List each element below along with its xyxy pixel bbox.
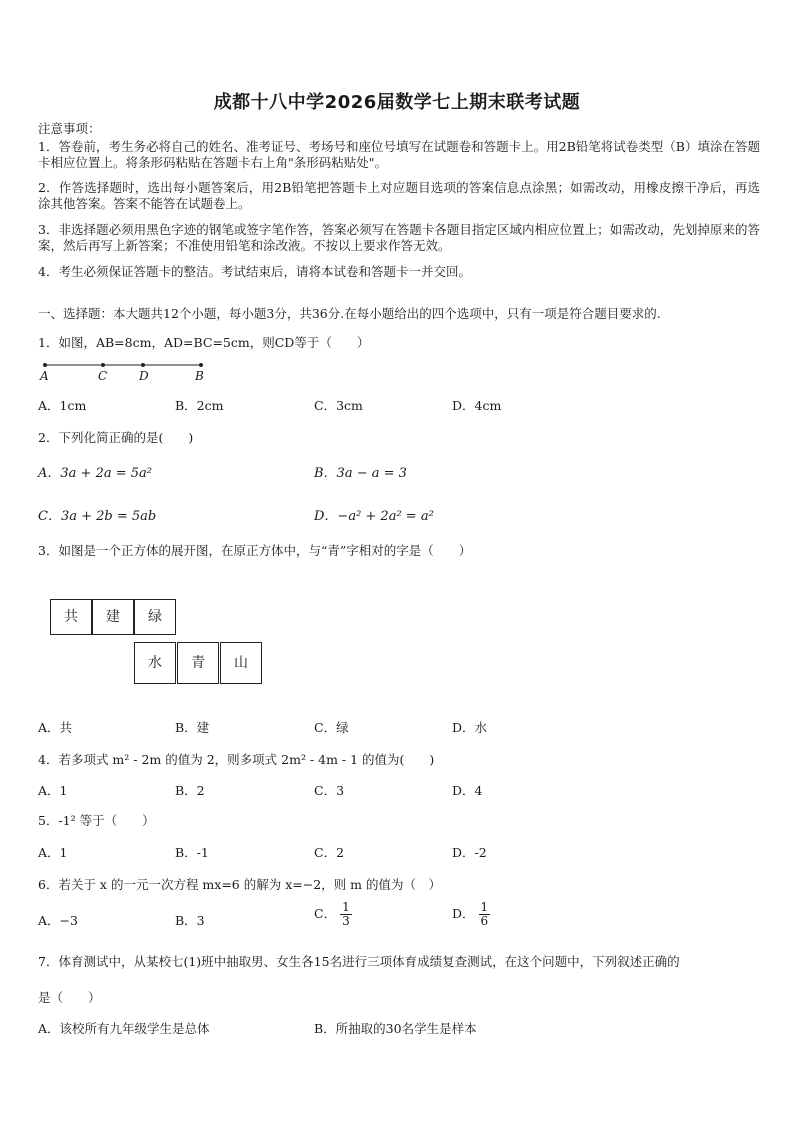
question-3-stem: 3．如图是一个正方体的展开图，在原正方体中，与“青”字相对的字是（ ）: [38, 543, 472, 558]
label-c: C: [98, 369, 108, 383]
net-cell-5: 青: [177, 642, 219, 684]
q5-option-c: C．2: [314, 845, 345, 860]
q3-option-d: D．水: [452, 720, 488, 735]
fraction-denominator: 6: [480, 914, 489, 928]
q4-option-d: D．4: [452, 783, 483, 798]
label-d: D: [139, 369, 149, 383]
note-1: 1．答卷前，考生务必将自己的姓名、准考证号、考场号和座位号填写在试题卷和答题卡上。用2B铅笔将试卷类型（B）填涂在答题卡相应位置上。将条形码粘贴在答题卡右上角"条形码粘贴处"。: [38, 139, 760, 170]
point-a: [43, 363, 47, 367]
question-1-stem: 1．如图，AB=8cm，AD=BC=5cm，则CD等于（ ）: [38, 335, 370, 350]
q3-option-b: B．建: [175, 720, 210, 735]
net-cell-3: 绿: [134, 599, 176, 635]
fraction-denominator: 3: [342, 914, 350, 928]
label-a: A: [40, 369, 49, 383]
q4-option-b: B．2: [175, 783, 205, 798]
q2-option-a: A．3a + 2a = 5a²: [38, 466, 152, 481]
q1-option-c: C．3cm: [314, 398, 363, 413]
question-6-stem: 6．若关于 x 的一元一次方程 mx=6 的解为 x=−2，则 m 的值为（ ）: [38, 877, 441, 892]
q1-option-d: D．4cm: [452, 398, 502, 413]
fraction-numerator: 1: [480, 900, 489, 914]
net-cell-4: 水: [134, 642, 176, 684]
question-7-stem-line1: 7．体育测试中，从某校七(1)班中抽取男、女生各15名进行三项体育成绩复查测试，在这个问题中，下列叙述正确的: [38, 954, 680, 969]
question-5-stem: 5．-1² 等于（ ）: [38, 813, 155, 828]
question-4-stem: 4．若多项式 m² - 2m 的值为 2，则多项式 2m² - 4m - 1 的值为( ): [38, 752, 435, 767]
note-2: 2．作答选择题时，选出每小题答案后，用2B铅笔把答题卡上对应题目选项的答案信息点涂黑；如需改动，用橡皮擦干净后，再选涂其他答案。答案不能答在试题卷上。: [38, 180, 760, 211]
fraction-one-sixth: [479, 901, 491, 928]
point-d: [141, 363, 145, 367]
notes-heading: 注意事项：: [38, 121, 101, 136]
q3-option-c: C．绿: [314, 720, 349, 735]
net-cell-1: 共: [50, 599, 92, 635]
q2-option-c: C．3a + 2b = 5ab: [38, 509, 157, 524]
q5-option-a: A．1: [38, 845, 68, 860]
note-3: 3．非选择题必须用黑色字迹的钢笔或签字笔作答，答案必须写在答题卡各题目指定区域内相应位置上；如需改动，先划掉原来的答案，然后再写上新答案；不准使用铅笔和涂改液。不按以上要求作答无效。: [38, 222, 760, 253]
q1-option-b: B．2cm: [175, 398, 224, 413]
q6-option-c: [314, 901, 352, 928]
fraction-one-third: [340, 901, 352, 928]
q5-option-d: D．-2: [452, 845, 487, 860]
q6-option-b: B．3: [175, 913, 205, 928]
label-b: B: [195, 369, 204, 383]
fraction-numerator: 1: [342, 900, 350, 914]
q1-option-a: A．1cm: [38, 398, 87, 413]
q2-option-b: B．3a − a = 3: [314, 466, 407, 481]
q6-option-c-label: C．: [314, 906, 337, 921]
q5-option-b: B．-1: [175, 845, 209, 860]
point-b: [199, 363, 203, 367]
q6-option-d: [452, 901, 490, 928]
net-cell-6: 山: [220, 642, 262, 684]
q7-option-b: B．所抽取的30名学生是样本: [314, 1021, 477, 1036]
q7-option-a: A．该校所有九年级学生是总体: [38, 1021, 210, 1036]
page-title: 成都十八中学2026届数学七上期末联考试题: [213, 92, 581, 113]
segment-figure: [38, 358, 213, 388]
question-2-stem: 2．下列化简正确的是( ): [38, 430, 194, 445]
question-7-stem-line2: 是（ ）: [38, 990, 101, 1005]
q6-option-a: A．−3: [38, 913, 78, 928]
section-heading: 一、选择题：本大题共12个小题，每小题3分，共36分.在每小题给出的四个选项中，只有一项是符合题目要求的.: [38, 306, 661, 321]
note-4: 4．考生必须保证答题卡的整洁。考试结束后，请将本试卷和答题卡一并交回。: [38, 264, 471, 279]
point-c: [101, 363, 105, 367]
q4-option-c: C．3: [314, 783, 345, 798]
net-cell-2: 建: [92, 599, 134, 635]
q3-option-a: A．共: [38, 720, 73, 735]
q4-option-a: A．1: [38, 783, 68, 798]
q6-option-d-label: D．: [452, 906, 475, 921]
q2-option-d: D．−a² + 2a² = a²: [314, 509, 434, 524]
